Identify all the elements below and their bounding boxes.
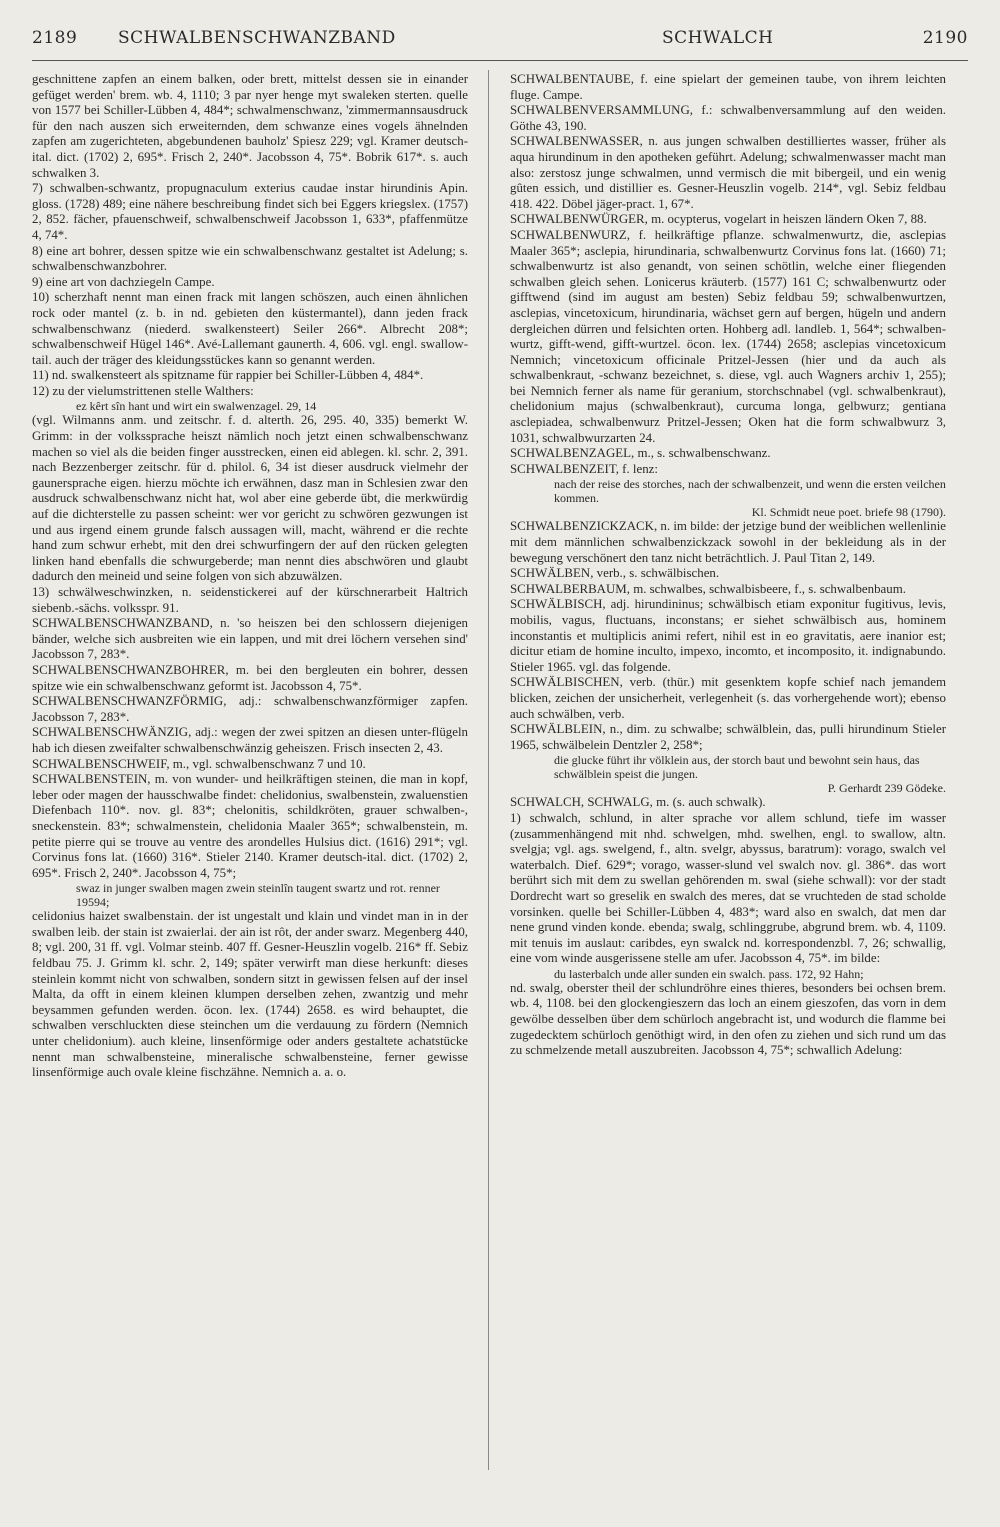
entry-paragraph: 12) zu der vielumstrittenen stelle Walthers:	[32, 383, 254, 398]
entry-paragraph: (vgl. Wilmanns anm. und zeitschr. f. d. alterth. 26, 295. 40, 335) bemerkt W. Grimm: in der volkssprache heiszt nämlich noch jetzt einen schwalbenschwanz machen so viel als die beiden finger ausstrecken, einen eid ablegen. kl. schr. 2, 391. nach Bezzenberger zeitschr. für d. philol. 6, 34 ist dieser ausdruck vielmehr der gaunersprache eigen. hierzu möchte ich erwähnen, dasz man in Schlesien zwar den ausdruck schwalbenschwanz nicht hat, wol aber eine geberde übt, die merkwürdig auf die dichterstelle zu passen scheint: wer vor gericht zu schwören gezwungen ist und aus irgend einem grunde falsch aussagen will, macht, während er die rechte hand zum schwur erhebt, mit den drei schwurfingern der auf den rücken gelegten linken hand ebenfalls die schwurgeberde; man nennt dies abschwören und glaubt dadurch den meineid und seine folgen von sich abzuwälzen.	[32, 413, 468, 584]
headword-entry: SCHWALBENWURZ, f. heilkräftige pflanze. schwalmenwurtz, die, asclepias Maaler 365*; asclepia, hirundinaria, schwalbenwurtz Corvinus fons lat. (1660) 71; schwalbenwurtz ist also genandt, von seinen schötlin, welche einer fliegenden schwalben gleich sehen. Lonicerus kräuterb. (1577) 161 C; schwalbenwurtz oder gifftwend (sind im august am besten) Sebiz feldbau 59; schwalbenwurtzen, asclepias, vincetoxicum, hirundinaria, wächset gern auf bergen, hügeln und andern dergleichen dürren und felsichten orten. Hohberg adl. landleb. 1, 564*; schwalben-wurtz, gifft-wend, gifft-wurtzel. öcon. lex. (1744) 2658; asclepias vincetoxicum Nemnich; vincetoxicum officinale Pritzel-Jessen (hier und da auch als schwalbenkraut, -schwanz bezeichnet, s. diese, vgl. auch Wagners archiv 1, 255); bei Nemnich ferner als name für geranium, storchschnabel (vgl. schwalbenkraut), chelidonium majus (schwalbenkraut), curcuma longa, gelbwurz; gentiana asclepiadea, schwalbenwurz Pritzel-Jessen; Oken hat die form schwalbwurz 3, 1031, schwalbwurzarten 24.	[510, 227, 946, 445]
headword-entry: SCHWALBERBAUM, m. schwalbes, schwalbisbeere, f., s. schwalbenbaum.	[510, 581, 906, 596]
headword-entry: SCHWÄLBLEIN, n., dim. zu schwalbe; schwälblein, das, pulli hirundinum Stieler 1965, schwälbelein Dentzler 2, 258*;	[510, 722, 946, 752]
headword-entry: SCHWÄLBISCH, adj. hirundininus; schwälbisch etiam exponitur fugitivus, levis, mobilis, vagus, fluctuans, inconstans; er siehet schwälbisch aus, hominem inconstantis et multiplicis animi refert, nihil est in eo gravitatis, aere inanior est; dicitur etiam de homine inculto, impexo, incomto, et incomposito, it. indignabundo. Stieler 1965. vgl. das folgende.	[510, 597, 946, 674]
headword-entry: SCHWALCH, SCHWALG, m. (s. auch schwalk).	[510, 795, 766, 810]
left-running-title: SCHWALBENSCHWANZBAND	[118, 28, 396, 48]
headword-entry: SCHWALBENSTEIN, m. von wunder- und heilkräftigen steinen, die man in kopf, leber oder magen der hausschwalbe findet: chelidonius, swalbenstein, zwaluenstien Diefenbach 110*. nov. gl. 83*; chelonitis, schildkröten, grauer schwalben-, sneckenstein. 83*; schwalmenstein, chelidonia Maaler 365*; schwalbenstein, m. petite pierre qui se trouve au ventre des arondelles Hulsius dict. (1616) 291*; vgl. Corvinus fons lat. (1660) 316*. Stieler 2140. Kramer deutsch-ital. dict. (1702) 2, 695*. Frisch 2, 240*. Jacobsson 4, 75*;	[32, 772, 468, 880]
headword-entry: SCHWÄLBEN, verb., s. schwälbischen.	[510, 566, 720, 581]
entry-paragraph: celidonius haizet swalbenstain. der ist ungestalt und klain und vindet man in in der swalben leib. der stain ist zwaierlai. der ain ist rôt, der ander swarz. Megenberg 440, 8; vgl. 200, 31 ff. vgl. Volmar steinb. 407 ff. Gesner-Heuszlin vogelb. 216* ff. Sebiz feldbau 75. J. Grimm kl. schr. 2, 149; später verwirft man diese herkunft: dieses steinlein kommt nicht von schwalben, sondern sitzt in gewissen felsen auf der insel Malta, da offt in einem kleinen klumpen derselben zehen, zwantzig und mehr beysammen gefunden werden. öcon. lex. (1744) 2658. es wird behauptet, die schwalben verschluckten diese steinchen um die verdauung zu fördern (Nemnich unter chelidonium). auch kleine, linsenförmige oder anders gestaltete achatstücke nennt man schwalbensteine, mineralische schwalbensteine, ferner gewisse linsenförmige auch ovale kleine fischzähne. Nemnich a. a. o.	[32, 909, 468, 1080]
quotation: die glucke führt ihr völklein aus, der storch baut und bewohnt sein haus, das schwälblein speist die jungen.	[554, 753, 920, 782]
left-column	[32, 72, 468, 1081]
headword-entry: SCHWALBENSCHWANZBAND, n. 'so heiszen bei den schlossern diejenigen bänder, welche sich ausbreiten wie ein lappen, und mit drei löchern versehen sind' Jacobsson 7, 283*.	[32, 616, 468, 662]
right-column	[510, 72, 946, 1059]
entry-paragraph: 7) schwalben-schwantz, propugnaculum exterius caudae instar hirundinis Apin. gloss. (1728) 489; eine nähere beschreibung findet sich bei Eggers kriegslex. (1757) 2, 852. fächer, pfauenschweif, schwalbenschweif Jacobsson 1, 633*, pfaffenmütze 4, 74*.	[32, 181, 468, 242]
headword-entry: SCHWALBENZEIT, f. lenz:	[510, 461, 658, 476]
right-running-title: SCHWALCH	[662, 28, 774, 48]
quotation: swaz in junger swalben magen zwein steinlîn taugent swartz und rot. renner 19594;	[76, 881, 440, 910]
left-page-number: 2189	[32, 28, 78, 48]
quotation: ez kêrt sîn hant und wirt ein swalwenzagel. 29, 14	[76, 399, 317, 414]
headword-entry: SCHWALBENVERSAMMLUNG, f.: schwalbenversammlung auf den weiden. Göthe 43, 190.	[510, 103, 946, 133]
entry-paragraph: nd. swalg, oberster theil der schlundröhre eines thieres, besonders bei ochsen brem. wb. 4, 1108. bei den glockengieszern das loch an einem gieszofen, das vorn in dem gewölbe desselben über dem schürloch angebracht ist, und wodurch die flamme bei zugedecktem schürloch genöthigt wird, in den ofen zu ziehen und sich rund um das zu schmelzende metall auszubreiten. Jacobsson 4, 75*; schwallich Adelung:	[510, 980, 946, 1058]
entry-paragraph: 1) schwalch, schlund, in alter sprache vor allem schlund, tiefe im wasser (zusammenhängend mit nhd. schwelgen, mhd. swelhen, engl. to swallow, altn. svelgja; vgl. ags. swelgend, f., altn. svelgr, abyssus, baratrum): vorago, swalch vel waterbalch. Dief. 629*; vorago, wasser-slund vel swalch nov. gl. 386*. das wort berührt sich mit dem zu swellan gehörenden m. swal (siehe schwall): vor der stadt Dordrecht wart so greselik en swalch des meres, dat se vruchteden de stad scholde vorsinken. quelle bei Schiller-Lübben 4, 483*; ward also en swalch, dat men dar nene grund vinden konde. ebenda; swalg, schlinggrube, abgrund brem. wb. 4, 1109. mit tenuis im auslaut: caribdes, eyn swalck nd. korrespondenzbl. 7, 26; schwallig, eine vom winde ausgerissene stelle am ufer. Jacobsson 4, 75*. im bilde:	[510, 810, 946, 966]
headword-entry: SCHWALBENWASSER, n. aus jungen schwalben destilliertes wasser, früher als aqua hirundinum in den apotheken geführt. Adelung; schwalmenwasser macht man also: zerstosz junge schwalmen, unnd vermisch die mit bibergeil, und ein wenig gûten essich, und distillier es. Gesner-Heuszlin vogelb. 214*, vgl. Sebiz feldbau 418. 422. Döbel jäger-pract. 1, 67*.	[510, 134, 946, 211]
column-divider	[488, 70, 489, 1470]
headword-entry: SCHWALBENSCHWEIF, m., vgl. schwalbenschwanz 7 und 10.	[32, 756, 366, 771]
quotation-source: Kl. Schmidt neue poet. briefe 98 (1790).	[751, 505, 946, 520]
headword-entry: SCHWALBENWÜRGER, m. ocypterus, vogelart in heiszen ländern Oken 7, 88.	[510, 212, 927, 227]
entry-paragraph: geschnittene zapfen an einem balken, oder brett, mittelst dessen sie in einander gefüget werden' brem. wb. 4, 1110; 3 par nyer henge myt swaleken sterten. quelle von 1577 bei Schiller-Lübben 4, 484*; schwalmenschwanz, 'zimmermannsausdruck für den nach auszen sich erweiternden, dem schwanze eines vogels ähnelnden zapfen am zugerichteten, abgebundenen bauholz' Spiesz 229; vgl. Kramer deutsch-ital. dict. (1702) 2, 695*. Frisch 2, 240*. Jacobsson 4, 75*. Bobrik 617*. s. auch schwalken 3.	[32, 72, 468, 180]
header-rule	[32, 60, 968, 61]
entry-paragraph: 9) eine art von dachziegeln Campe.	[32, 274, 215, 289]
headword-entry: SCHWALBENSCHWÄNZIG, adj.: wegen der zwei spitzen an diesen unter-flügeln hab ich diesen zweifalter schwalbenschwänzig geheiszen. Frisch insecten 2, 43.	[32, 725, 468, 755]
entry-paragraph: 10) scherzhaft nennt man einen frack mit langen schöszen, auch einen ähnlichen rock oder mantel (z. b. in nd. gebieten den küstermantel), dann jeden frack schwalbenschwanz (niederd. swalkensteert) Seiler 266*. Albrecht 208*; schwalbenschweif Hügel 146*. Avé-Lallemant gaunerth. 4, 606. vgl. engl. swallow-tail. auch der träger des kleidungsstückes kann so genannt werden.	[32, 290, 468, 367]
headword-entry: SCHWÄLBISCHEN, verb. (thür.) mit gesenktem kopfe schief nach jemandem blicken, zeichen der unsicherheit, verlegenheit (s. das vorhergehende wort); ebenso auch schwälben, verb.	[510, 675, 946, 721]
quotation: du lasterbalch unde aller sunden ein swalch. pass. 172, 92 Hahn;	[554, 966, 864, 981]
headword-entry: SCHWALBENZAGEL, m., s. schwalbenschwanz.	[510, 446, 771, 461]
headword-entry: SCHWALBENSCHWANZFÖRMIG, adj.: schwalbenschwanzförmiger zapfen. Jacobsson 7, 283*.	[32, 694, 468, 724]
quotation-source: P. Gerhardt 239 Gödeke.	[827, 781, 946, 796]
headword-entry: SCHWALBENSCHWANZBOHRER, m. bei den bergleuten ein bohrer, dessen spitze wie ein schwalbenschwanz geformt ist. Jacobsson 4, 75*.	[32, 662, 468, 693]
headword-entry: SCHWALBENZICKZACK, n. im bilde: der jetzige bund der weiblichen wellenlinie mit dem männlichen schwalbenzickzack sowohl in der bekleidung als in der bewegung verschönert den tanz nicht beträchtlich. J. Paul Titan 2, 149.	[510, 519, 946, 565]
entry-paragraph: 13) schwälweschwinzken, n. seidenstickerei auf der kürschnerarbeit Haltrich siebenb.-sächs. volksspr. 91.	[32, 585, 468, 615]
entry-paragraph: 11) nd. swalkensteert als spitzname für rappier bei Schiller-Lübben 4, 484*.	[32, 368, 424, 383]
right-page-number: 2190	[922, 28, 968, 48]
headword-entry: SCHWALBENTAUBE, f. eine spielart der gemeinen taube, von ihrem leichten fluge. Campe.	[510, 72, 946, 102]
entry-paragraph: 8) eine art bohrer, dessen spitze wie ein schwalbenschwanz gestaltet ist Adelung; s. schwalbenschwanzbohrer.	[32, 243, 468, 274]
quotation: nach der reise des storches, nach der schwalbenzeit, und wenn die ersten veilchen kommen.	[554, 477, 946, 506]
page-header	[32, 28, 968, 62]
